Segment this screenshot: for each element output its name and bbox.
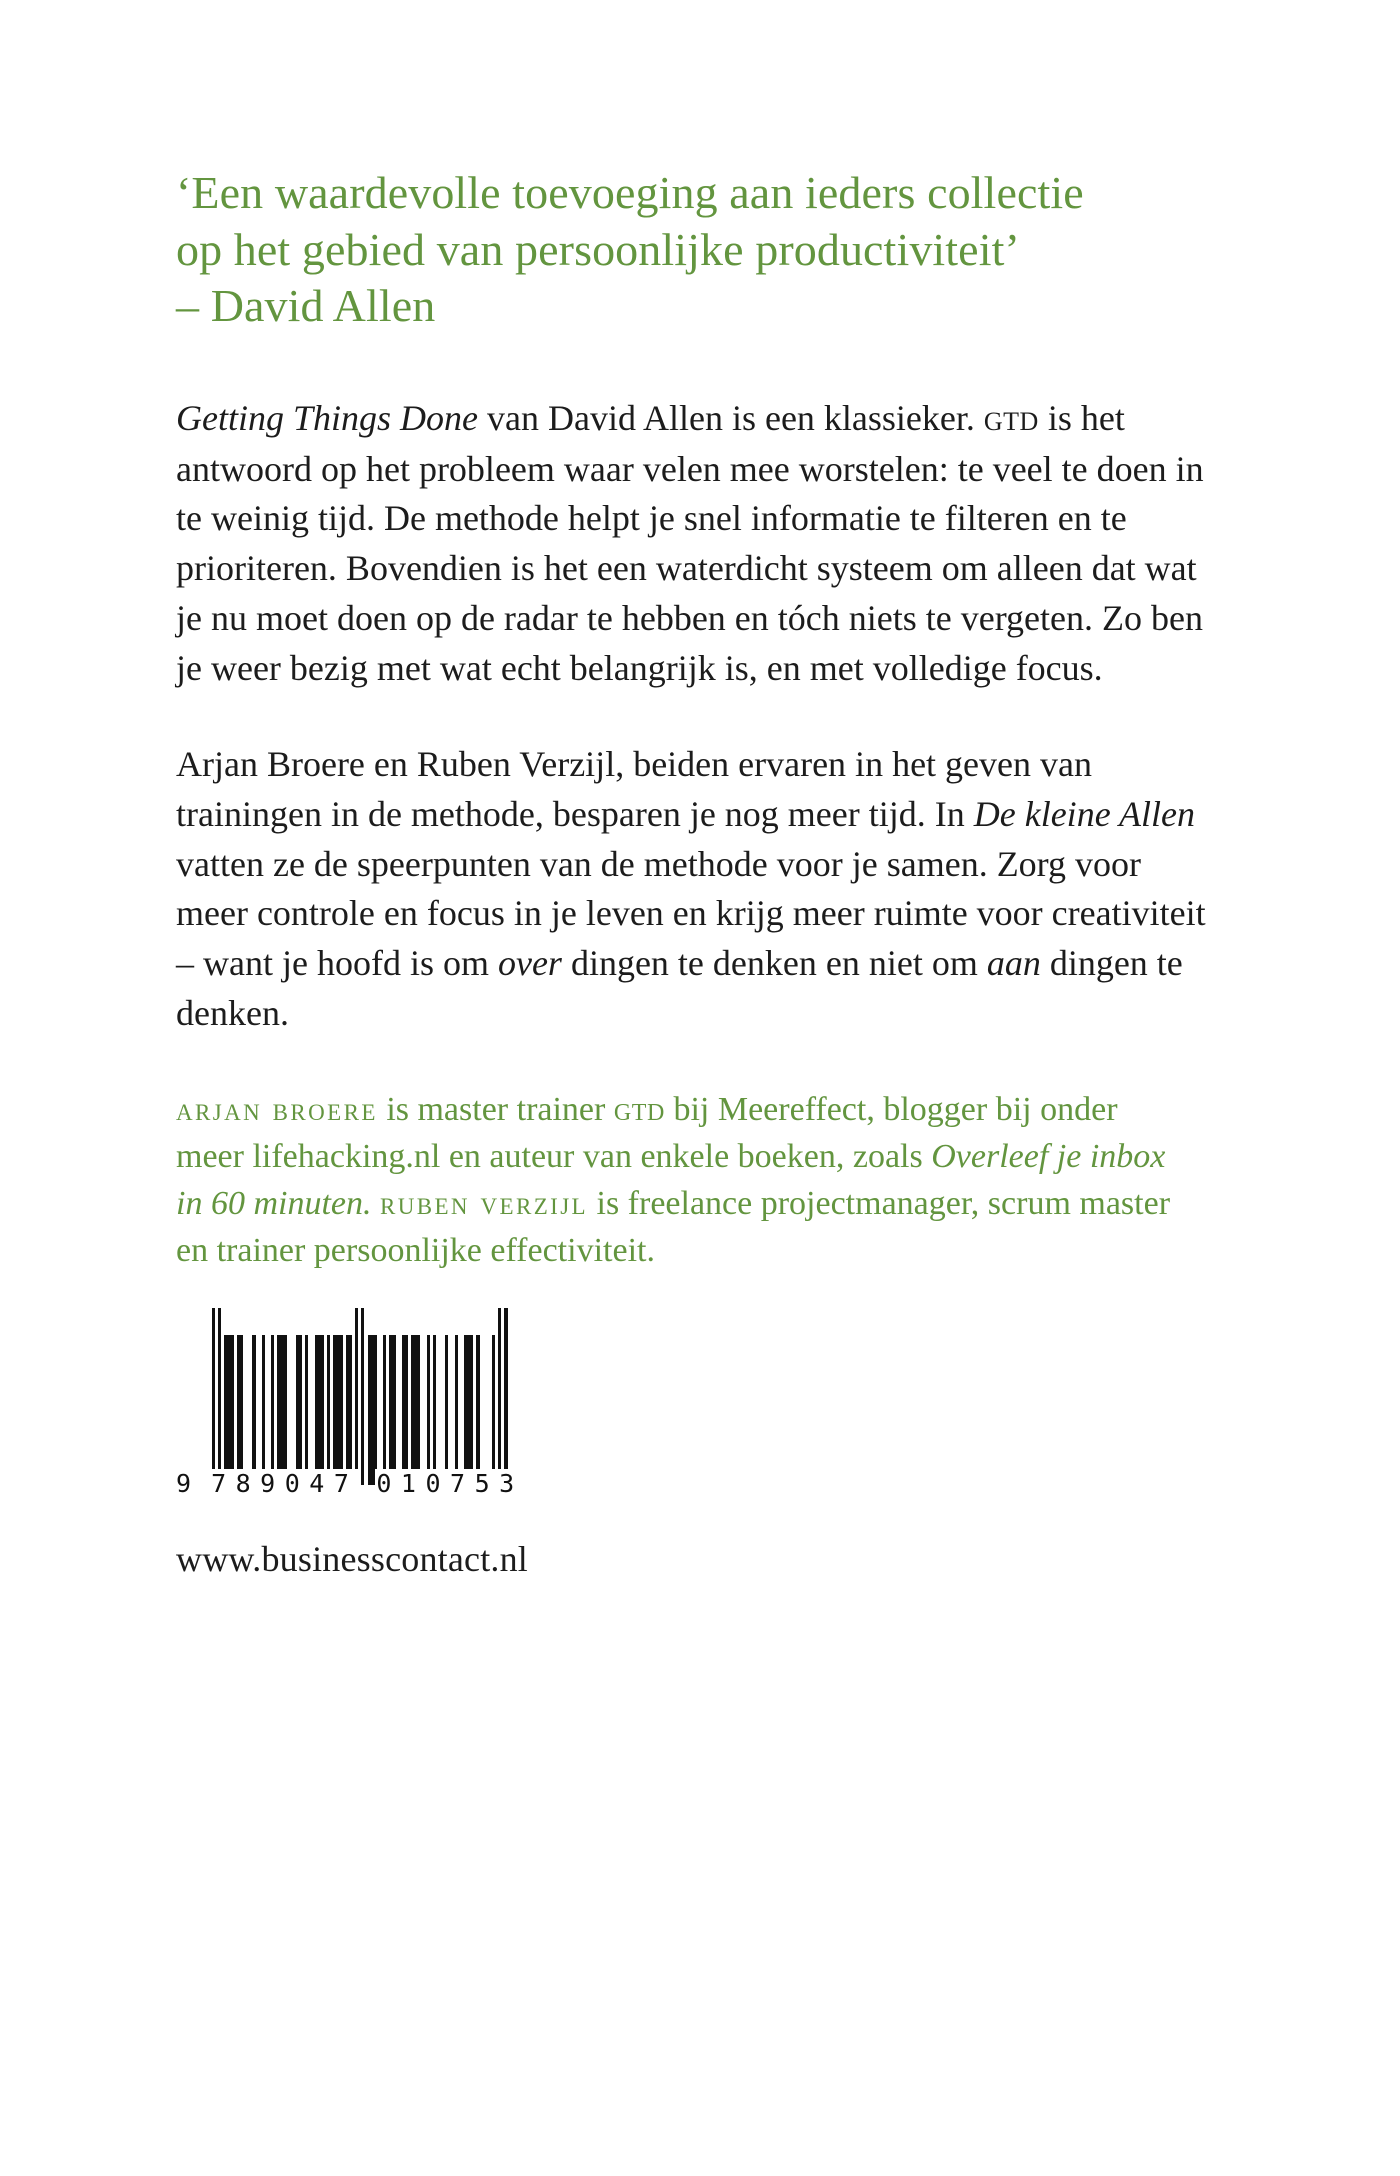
pull-quote-attribution: – David Allen [176,280,436,332]
blurb-p2-part-2: vatten ze de speerpunten van de methode voor je samen. Zorg voor meer controle en focus in je leven en krijg meer ruimte voor creativiteit – want je hoofd is om [176,843,1206,984]
barcode-bar [315,1335,324,1485]
barcode-left-group: 789047 [211,1468,359,1498]
emphasis-over: over [497,943,562,984]
gtd-abbreviation: gtd [983,397,1039,439]
author-bio [176,1087,1176,1275]
barcode-bar [504,1308,507,1485]
blurb-p2-part-3: dingen te denken en niet om [561,943,987,984]
author-name-arjan-broere: arjan broere [176,1092,378,1129]
author-name-ruben-verzijl: ruben verzijl [379,1185,588,1222]
blurb-p1-after-title: van David Allen is een klassieker. [478,397,984,438]
gtd-abbreviation-bio: gtd [613,1091,665,1129]
barcode-bar [436,1335,445,1485]
emphasis-aan: aan [986,943,1041,984]
barcode-bar [368,1335,377,1485]
barcode-bar [333,1335,342,1485]
barcode-right-group: 010753 [376,1468,524,1498]
publisher-website[interactable]: www.businesscontact.nl [176,1538,529,1579]
book-title-de-kleine-allen: De kleine Allen [973,793,1195,834]
barcode-bar [243,1335,252,1485]
pull-quote-line-2: op het gebied van persoonlijke productiviteit’ [176,223,1020,275]
barcode-bar [287,1335,296,1485]
book-title-overleef-je-inbox: Overleef je inbox in 60 minuten. [176,1137,1166,1222]
blurb-paragraph-1 [176,393,1210,694]
barcode-bar [464,1335,473,1485]
barcode-bar [224,1335,233,1485]
pull-quote [176,165,1210,335]
isbn-barcode [176,1335,524,1498]
barcode-digits [176,1468,524,1498]
author2-text: is freelance projectmanager, scrum master en trainer persoonlijke effectiviteit. [176,1184,1171,1269]
barcode-lead-digit: 9 [176,1468,193,1498]
blurb-p2-part-4: dingen te denken. [176,943,1183,1034]
book-title-getting-things-done: Getting Things Done [176,397,478,438]
blurb-paragraph-2 [176,740,1210,1039]
blurb-p2-part-1: Arjan Broere en Ruben Verzijl, beiden ervaren in het geven van trainingen in de methode, besparen je nog meer tijd. In [176,743,1092,834]
author1-text-b: bij Meereffect, blogger bij onder meer lifehacking.nl en auteur van enkele boeken, zoals [176,1091,1118,1175]
barcode-bar [277,1335,286,1485]
barcode-bar [411,1335,420,1485]
barcode-bars [212,1335,508,1485]
barcode-bar [480,1335,492,1485]
pull-quote-line-1: ‘Een waardevolle toevoeging aan ieders collectie [176,167,1084,218]
author1-text-a: is master trainer [377,1091,614,1129]
blurb-p1-rest: is het antwoord op het probleem waar velen mee worstelen: te veel te doen in te weinig tijd. De methode helpt je snel informatie te filteren en te prioriteren. Bovendien is het een waterdicht systeem om alleen dat wat je nu moet doen op de radar te hebben en tóch niets te vergeten. Zo ben je weer bezig met wat echt belangrijk is, en met volledige focus. [176,397,1204,689]
